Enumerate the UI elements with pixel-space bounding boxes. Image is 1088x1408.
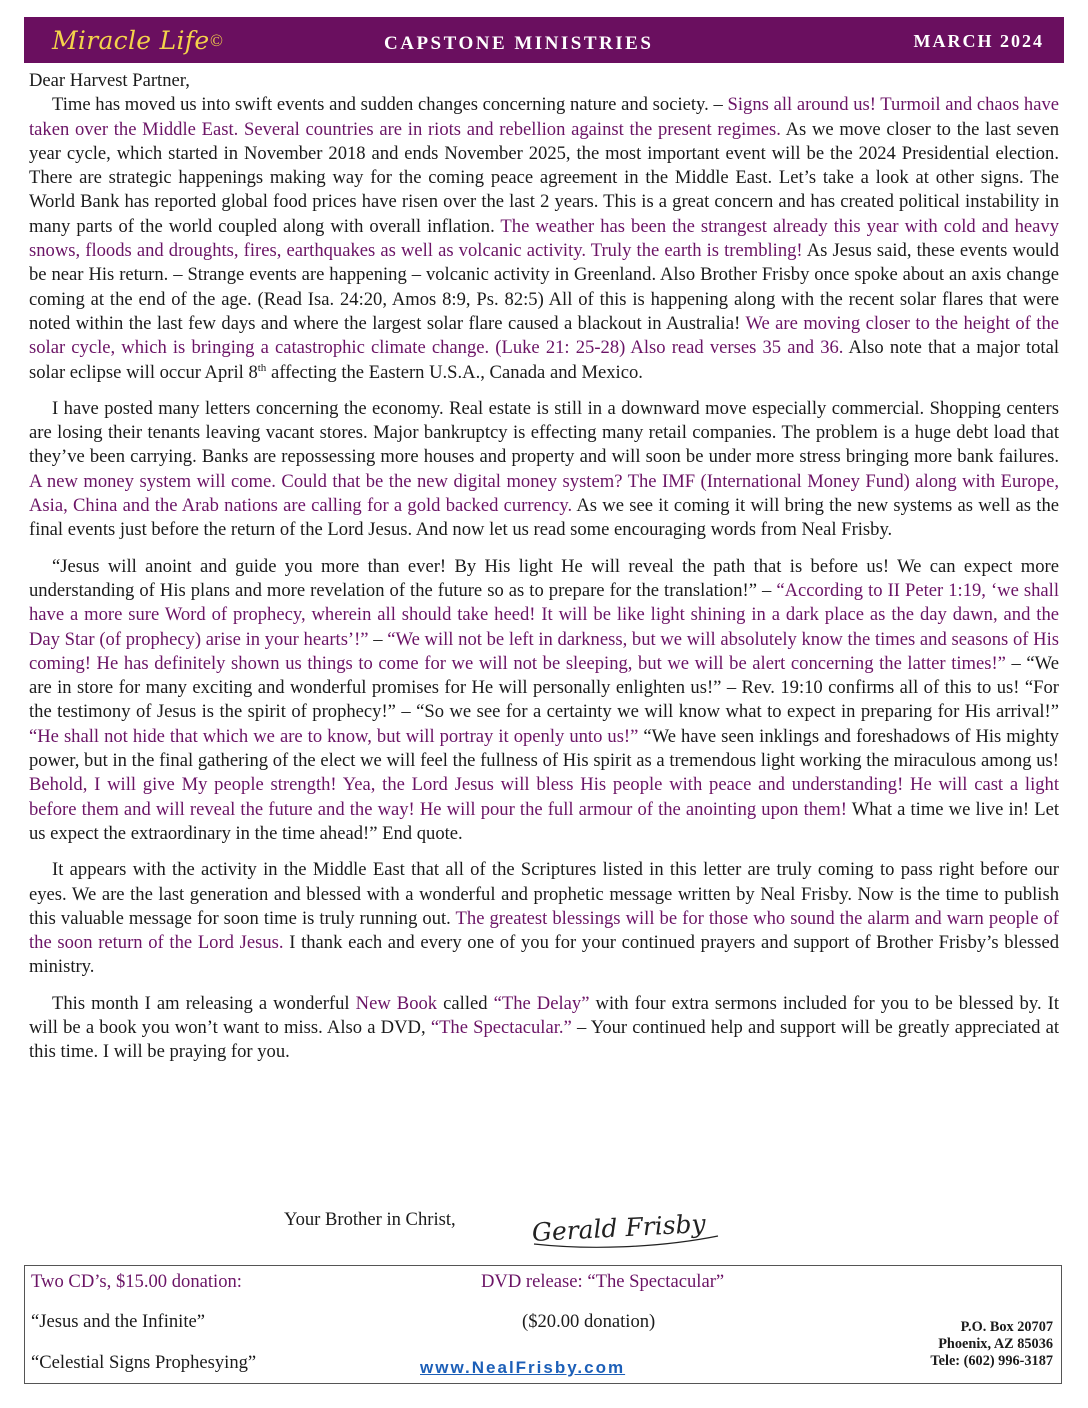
- highlighted-text: We are moving closer to the height of the solar cycle, which is bringing a catastrophic climate change. (Luke 21: 25-28) Also read verses 35 and 36.: [29, 312, 1059, 359]
- highlighted-text: Signs all around us! Turmoil and chaos have taken over the Middle East. Several countries are in riots and rebellion against the present regimes.: [29, 94, 1059, 140]
- letter-body: [29, 69, 1059, 1077]
- text-run: affecting the Eastern U.S.A., Canada and Mexico.: [266, 361, 643, 383]
- text-run: It appears with the activity in the Middle East that all of the Scriptures listed in this letter are truly coming to pass right before our eyes. We are the last generation and blessed with a wonderful and prophetic message written by Neal Frisby. Now is the time to publish this valuable message for soon time is truly running out.: [29, 859, 1059, 929]
- address-line: Phoenix, AZ 85036: [938, 1336, 1053, 1352]
- highlighted-text: “The Delay”: [493, 992, 590, 1014]
- text-run: – Your continued help and support will be greatly appreciated at this time. I will be praying for you.: [29, 1016, 1060, 1063]
- text-run: “Jesus will anoint and guide you more than ever! By His light He will reveal the path that is before us! We can expect more understanding of His plans and more revelation of the future so as to prepare for the translation!” –: [29, 555, 1059, 601]
- highlighted-text: “According to II Peter 1:19, ‘we shall have a more sure Word of prophecy, wherein all should take heed! It will be like light shining in a dark place as the day dawn, and the Day Star (of prophecy) arise in your hearts’!”: [29, 579, 1059, 650]
- signature-image: [528, 1206, 728, 1256]
- cd-item: “Jesus and the Infinite”: [31, 1311, 205, 1332]
- text-run: What a time we live in! Let us expect the extraordinary in the time ahead!” End quote.: [29, 798, 1059, 844]
- website-link[interactable]: www.NealFrisby.com: [420, 1358, 626, 1377]
- text-run: As we move closer to the last seven year cycle, which started in November 2018 and ends November 2025, the most important event will be the 2024 Presidential election. There are strategic happenings making way for the coming peace agreement in the Middle East. Let’s take a look at other signs. The World Bank has reported global food prices have risen over the last 2 years. This is a great concern and has created political instability in many parts of the world coupled along with overall inflation.: [29, 118, 1060, 237]
- cd-item: “Celestial Signs Prophesying”: [31, 1352, 257, 1373]
- highlighted-text: “We will not be left in darkness, but we will absolutely know the times and seasons of His coming! He has definitely shown us things to come for we will not be sleeping, but we will be alert concerning the latter times!”: [29, 628, 1059, 674]
- text-run: Also note that a major total solar eclipse will occur April 8: [29, 337, 1059, 383]
- signature-text: Gerald Frisby: [531, 1208, 707, 1248]
- text-run: with four extra sermons included for you to be blessed by. It will be a book you won’t want to miss. Also a DVD,: [29, 992, 1059, 1038]
- highlighted-text: “He shall not hide that which we are to know, but will portray it openly unto us!”: [29, 725, 639, 747]
- greeting: Dear Harvest Partner,: [29, 70, 190, 91]
- text-run: This month I am releasing a wonderful: [52, 992, 356, 1014]
- text-run: called: [437, 992, 494, 1014]
- highlighted-text: The greatest blessings will be for those who sound the alarm and warn people of the soon return of the Lord Jesus.: [29, 907, 1059, 954]
- paragraph-1: [29, 93, 1059, 385]
- mailing-address: [930, 1319, 1053, 1370]
- paragraph-2: [29, 397, 1059, 543]
- highlighted-text: Behold, I will give My people strength! Yea, the Lord Jesus will bless His people with peace and understanding! He will cast a light before them and will reveal the future and the way! He will pour the full armour of the anointing upon them!: [29, 774, 1059, 820]
- text-run: As Jesus said, these events would be near His return. – Strange events are happening – volcanic activity in Greenland. Also Brother Frisby once spoke about an axis change coming at the end of the age. (Read Isa. 24:20, Amos 8:9, Ps. 82:5) All of this is happening along with the recent solar flares that were noted within the last few days and where the largest solar flare caused a blackout in Australia!: [29, 240, 1060, 334]
- copyright-symbol: ©: [210, 31, 223, 50]
- text-run: – “We are in store for many exciting and wonderful promises for He will personally enlighten us!” – Rev. 19:10 confirms all of this to us! “For the testimony of Jesus is the spirit of prophecy!” – “So we see for a certainty we will know what to expect in preparing for His arrival!”: [29, 652, 1059, 723]
- highlighted-text: New Book: [355, 992, 438, 1014]
- text-run: Time has moved us into swift events and sudden changes concerning nature and society. –: [52, 94, 728, 116]
- text-run: I thank each and every one of you for your continued prayers and support of Brother Frisby’s blessed ministry.: [29, 932, 1059, 978]
- dvd-price: ($20.00 donation): [522, 1311, 656, 1332]
- text-run: “We have seen inklings and foreshadows of His mighty power, but in the final gathering of the elect we will feel the fullness of His spirit as a tremendous light working the miraculous among us!: [29, 725, 1059, 772]
- organization-title: CAPSTONE MINISTRIES: [384, 33, 654, 54]
- highlighted-text: “The Spectacular.”: [430, 1016, 572, 1038]
- closing: Your Brother in Christ,: [284, 1209, 456, 1230]
- brand-logo-text: Miracle Life: [52, 26, 210, 55]
- address-line: P.O. Box 20707: [960, 1319, 1053, 1335]
- order-info-box: [24, 1265, 1062, 1384]
- address-phone: Tele: (602) 996-3187: [930, 1353, 1053, 1369]
- highlighted-text: The weather has been the strangest already this year with cold and heavy snows, floods and droughts, fires, earthquakes as well as volcanic activity. Truly the earth is trembling!: [29, 215, 1060, 262]
- text-run: –: [368, 628, 388, 650]
- newsletter-header: [24, 17, 1064, 63]
- paragraph-4: [29, 858, 1059, 979]
- text-run: th: [257, 361, 267, 374]
- dvd-release-title: DVD release: “The Spectacular”: [481, 1271, 725, 1292]
- cd-offer-title: Two CD’s, $15.00 donation:: [31, 1271, 242, 1292]
- paragraph-3: [29, 555, 1059, 847]
- paragraph-5: [29, 992, 1059, 1065]
- text-run: As we see it coming it will bring the new systems as well as the final events just before the return of the Lord Jesus. And now let us read some encouraging words from Neal Frisby.: [29, 495, 1060, 541]
- issue-date: MARCH 2024: [913, 31, 1044, 51]
- text-run: I have posted many letters concerning the economy. Real estate is still in a downward move especially commercial. Shopping centers are losing their tenants leaving vacant stores. Major bankruptcy is effecting many retail companies. The problem is a huge debt load that they’ve been carrying. Banks are repossessing more houses and property and will soon be under more stress bringing more bank failures.: [29, 397, 1059, 468]
- highlighted-text: A new money system will come. Could that be the new digital money system? The IMF (International Money Fund) along with Europe, Asia, China and the Arab nations are calling for a gold backed currency.: [29, 470, 1059, 517]
